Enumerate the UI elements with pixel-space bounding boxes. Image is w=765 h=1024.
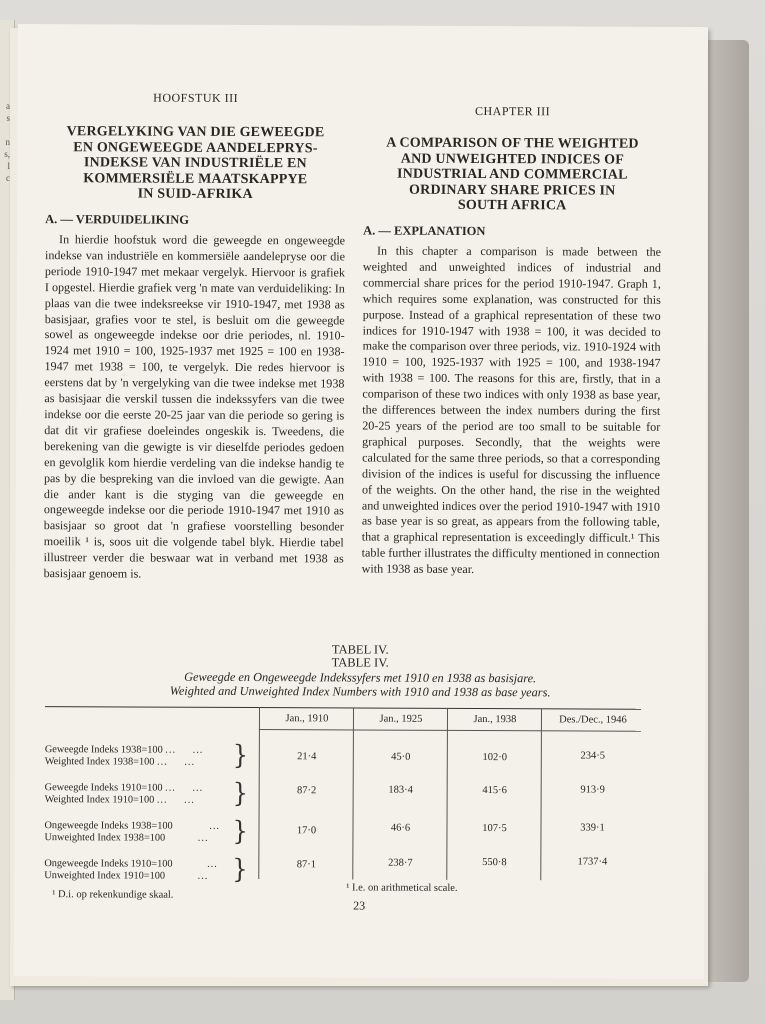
table-top-rule [45,706,641,710]
row-label-af: Ongeweegde Indeks 1938=100 [44,820,173,832]
body-text-af: In hierdie hoofstuk word die geweegde en ongeweegde indekse van industriële en kommersiële aandelepryse oor die periode 1910-1947 met mekaar vergelyk. Hiervoor is grafiek I opgestel. Hierdie grafiek verg 'n mate van verduideliking: In plaas van die twee indeksreekse vir 1910-1947, met 1938 as basisjaar, grafies voor te stel, is besluit om die geweegde sowel as ongeweegde indekse oor drie periodes, nl. 1910-1924 met 1910 = 100, 1925-1937 met 1925 = 100 en 1938-1947 met 1938 = 100, te vergelyk. Die redes hiervoor is eerstens dat by 'n vergelyking van die twee indekse met 1938 as basisjaar die verskil tussen die indekssyfers van die twee indekse oor die eerste 20-25 jaar van die periode so gering is dat dit vir grafiese doeleindes ongeskik is. Tweedens, die berekening van die gewigte is vir dieselfde periodes gedoen en gevolglik kom hierdie verdeling van die indekse handig te pas by die bespreking van die invloed van die gewigte. Aan die ander kant is die styging van die geweegde en ongeweegde indekse oor die periode 1910-1947 met 1910 as basisjaar so groot dat 'n grafiese voorstelling besonder moeilik ¹ is, soos uit die volgende tabel blyk. Hierdie tabel illustreer verder die beswaar wat in verband met 1938 as basisjaar genoem is. [43,232,346,581]
table-cell: 913·9 [580,784,605,796]
leader-dots: ... [184,756,196,768]
row-label-en: Unweighted Index 1938=100 [44,831,166,844]
title-line: VERGELYKING VAN DIE GEWEEGDE [66,124,325,141]
footnote-en: ¹ I.e. on arithmetical scale. [346,882,458,894]
leader-dots: ... [184,794,195,806]
table-cell: 46·6 [390,822,411,834]
table-header-rule [259,729,641,732]
table-title-af: TABEL IV. [331,642,389,657]
title-line: SOUTH AFRICA [457,197,567,214]
table-cell: 17·0 [296,825,317,837]
row-label-en: Weighted Index 1938=100 [44,755,155,768]
title-line: KOMMERSIËLE MAATSKAPPYE [83,170,308,187]
table-subtitle-en: Weighted and Unweighted Index Numbers with 1910 and 1938 as base years. [169,683,551,700]
table-cell: 238·7 [388,857,413,869]
table-cell: 107·5 [482,823,507,835]
brace-icon: } [232,739,249,771]
title-af [45,124,345,203]
leader-dots: ... [192,744,204,756]
table-cell: 550·8 [482,857,507,869]
table-cell: 1737·4 [577,856,608,868]
leader-dots: ... [165,744,177,756]
section-heading-af: A. — VERDUIDELIKING [45,212,190,227]
page-number: 23 [353,898,366,913]
table-row-label [44,820,234,844]
table-subtitle-af: Geweegde en Ongeweegde Indekssyfers met 1910 en 1938 as basisjare. [184,669,537,686]
english-column [361,26,662,577]
leader-dots: ... [209,820,221,832]
leader-dots: ... [207,858,218,870]
chapter-label-en: CHAPTER III [475,103,551,119]
footnote-af: ¹ D.i. op rekenkundige skaal. [52,889,174,901]
table-cell: 339·1 [580,822,605,834]
title-line: INDUSTRIAL AND COMMERCIAL [397,166,628,183]
table-row-label [45,744,235,768]
row-label-af: Ongeweegde Indeks 1910=100 [44,858,173,870]
table-cell: 234·5 [580,750,606,762]
book-page [14,24,708,979]
row-label-af: Geweegde Indeks 1938=100 [44,744,163,756]
title-line: AND UNWEIGHTED INDICES OF [400,151,625,168]
leader-dots: ... [165,782,176,794]
title-line: ORDINARY SHARE PRICES IN [409,182,616,199]
table-cell: 102·0 [482,752,508,764]
title-en [363,136,661,215]
table-row-label [44,858,234,882]
table-cell: 45·0 [391,751,411,763]
table-cell: 183·4 [388,784,413,796]
row-label-en: Unweighted Index 1910=100 [44,869,166,882]
table-title-en: TABLE IV. [331,655,389,670]
table-cell: 415·6 [482,785,507,797]
table-row-label [45,782,235,806]
body-text-en: In this chapter a comparison is made between the weighted and unweighted indices of industrial and commercial share prices for the period 1910-1947. Graph 1, which requires some explanation, was constructed for this purpose. Instead of a graphical representation of these two indices for 1910-1947 with 1938 = 100, it was decided to make the comparison over three periods, viz. 1910-1924 with 1910 = 100, 1925-1937 with 1925 = 100, and 1938-1947 with 1938 = 100. The reasons for this are, firstly, that in a comparison of these two indices with only 1938 as base year, the differences between the index numbers during the first 20-25 years of the period are too small to be suitable for graphical purposes. Secondly, that the weights were calculated for the same three periods, so that a corresponding division of the indices is useful for discussing the influence of the weights. On the other hand, the rise in the weighted and unweighted indices over the period 1910-1947 with 1910 as base year is so great, as appears from the following table, that a graphical representation is exceedingly difficult.¹ This table further illustrates the difficulty mentioned in connection with 1938 as base year. [361,243,662,577]
row-label-af: Geweegde Indeks 1910=100 [44,782,163,794]
title-line: INDEKSE VAN INDUSTRIËLE EN [83,155,307,172]
left-margin-marks: a s n s, l c [4,101,10,183]
table-cell: 21·4 [297,751,317,763]
row-label-en: Weighted Index 1910=100 [44,793,155,806]
section-heading-en: A. — EXPLANATION [363,223,486,239]
leader-dots: ... [197,870,209,882]
title-line: IN SUID-AFRIKA [137,186,253,203]
leader-dots: ... [156,756,168,768]
table-cell: 87·1 [296,859,316,871]
title-line: EN ONGEWEEGDE AANDELEPRYS- [73,139,318,156]
brace-icon: } [232,777,248,809]
column-header: Jan., 1910 [285,713,329,725]
title-line: A COMPARISON OF THE WEIGHTED [386,135,639,152]
chapter-label-af: HOOFSTUK III [153,90,239,105]
column-header: Jan., 1938 [473,713,517,726]
brace-icon: } [232,815,248,847]
column-header: Des./Dec., 1946 [559,714,627,726]
leader-dots: ... [197,832,209,844]
afrikaans-column [43,24,346,581]
table-cell: 87·2 [297,785,317,797]
brace-icon: } [232,853,248,885]
leader-dots: ... [156,794,168,806]
leader-dots: ... [192,782,204,794]
column-header: Jan., 1925 [379,713,423,725]
